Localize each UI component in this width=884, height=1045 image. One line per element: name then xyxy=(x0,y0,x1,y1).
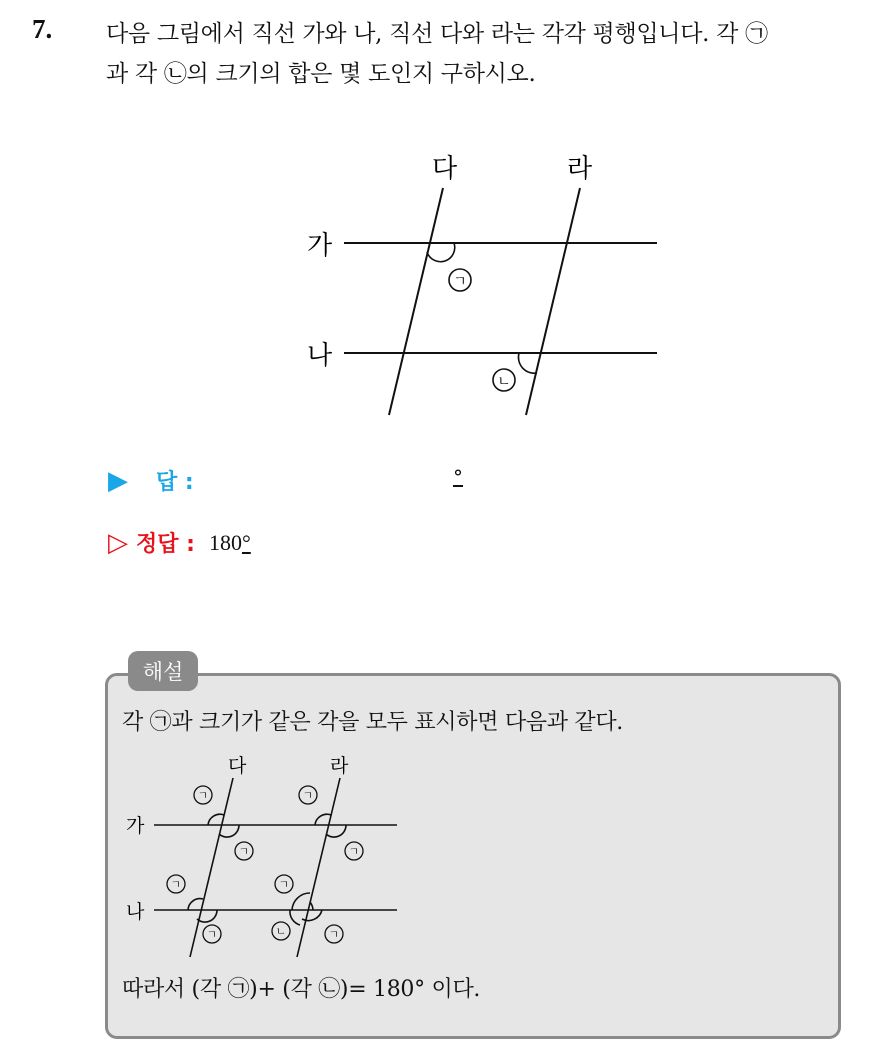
svg-text:ㄱ: ㄱ xyxy=(206,928,218,941)
svg-text:ㄴ: ㄴ xyxy=(497,374,511,390)
expl-angle-label xyxy=(272,922,290,940)
answer-blank-unit[interactable]: ° xyxy=(453,465,463,489)
explanation-line-2: 따라서 (각 ㉠)+ (각 ㉡)= 180° 이다. xyxy=(122,977,481,1002)
expl-angle-label xyxy=(194,786,212,804)
expl-angle-label xyxy=(203,925,221,943)
correct-arrow-icon: ▷ xyxy=(108,527,128,558)
expl-label-na: 나 xyxy=(126,901,145,923)
question-line-1: 다음 그림에서 직선 가와 나, 직선 다와 라는 각각 평행입니다. 각 ㉠ xyxy=(106,21,768,47)
fig-label-ga: 가 xyxy=(307,231,333,261)
svg-text:ㄱ: ㄱ xyxy=(348,845,360,858)
fig-label-na: 나 xyxy=(307,341,333,371)
expl-label-da: 다 xyxy=(228,755,247,777)
svg-text:ㄴ: ㄴ xyxy=(275,925,287,938)
expl-angle-label xyxy=(325,925,343,943)
expl-label-ra: 라 xyxy=(330,755,349,777)
svg-text:ㄱ: ㄱ xyxy=(238,845,250,858)
svg-text:ㄱ: ㄱ xyxy=(328,928,340,941)
fig-label-da: 다 xyxy=(432,154,458,184)
correct-value: 180° xyxy=(208,529,251,555)
correct-label: 정답 : xyxy=(136,532,195,557)
answer-arrow-icon: ▶ xyxy=(108,465,128,496)
expl-label-ga: 가 xyxy=(126,815,145,837)
expl-angle-label xyxy=(167,875,185,893)
explanation-line-1: 각 ㉠과 크기가 같은 각을 모두 표시하면 다음과 같다. xyxy=(122,710,623,735)
svg-text:ㄱ: ㄱ xyxy=(453,274,467,290)
expl-angle-label xyxy=(275,875,293,893)
svg-text:ㄱ: ㄱ xyxy=(197,789,209,802)
question-number: 7. xyxy=(32,14,53,44)
svg-text:ㄱ: ㄱ xyxy=(170,878,182,891)
question-line-2: 과 각 ㉡의 크기의 합은 몇 도인지 구하시오. xyxy=(106,61,536,87)
svg-text:ㄱ: ㄱ xyxy=(278,878,290,891)
expl-angle-label xyxy=(345,842,363,860)
svg-text:ㄱ: ㄱ xyxy=(302,789,314,802)
explanation-tag: 해설 xyxy=(128,651,198,691)
expl-angle-label xyxy=(299,786,317,804)
expl-angle-label xyxy=(235,842,253,860)
answer-label: 답 : xyxy=(156,470,194,495)
fig-label-ra: 라 xyxy=(567,154,593,184)
